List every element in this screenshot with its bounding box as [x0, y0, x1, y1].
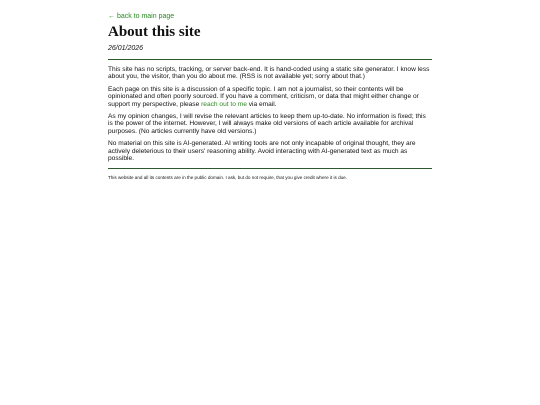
- paragraph-ai-policy: No material on this site is AI-generated. AI writing tools are not only incapable of original thought, they are actively deleterious to their users' reasoning ability. Avoid interacting with AI-generated text as much as possible.: [108, 140, 416, 163]
- page-container: [108, 12, 432, 181]
- page-title: About this site: [108, 24, 201, 40]
- footer-license-text: This website and all its contents are in the public domain. I ask, but do not require, that you give credit where it is due.: [108, 175, 348, 181]
- back-to-main-link[interactable]: ← back to main page: [108, 13, 175, 20]
- paragraph-topics: [108, 86, 432, 108]
- paragraph-revisions: As my opinion changes, I will revise the relevant articles to keep them up-to-date. No information is fixed; this is the power of the internet. However, I will always make old versions of each article available for archival purposes. (No articles currently have old versions.): [108, 113, 426, 135]
- bottom-divider: [108, 168, 432, 169]
- paragraph-intro: This site has no scripts, tracking, or server back-end. It is hand-coded using a static site generator. I know less about you, the visitor, than you do about me. (RSS is not available yet; sorry about that.): [108, 66, 430, 81]
- article-date: 26/01/2026: [108, 45, 144, 52]
- article-body: [108, 60, 432, 162]
- paragraph-topics-text-start: Each page on this site is a discussion of a specific topic. I am not a journalist, so their contents will be opinionated and often poorly sourced. If you have a comment, criticism, or data that might either change or support my perspective, please: [108, 85, 419, 108]
- paragraph-topics-text-end: via email.: [246, 100, 277, 108]
- reach-out-link[interactable]: reach out to me: [201, 100, 247, 108]
